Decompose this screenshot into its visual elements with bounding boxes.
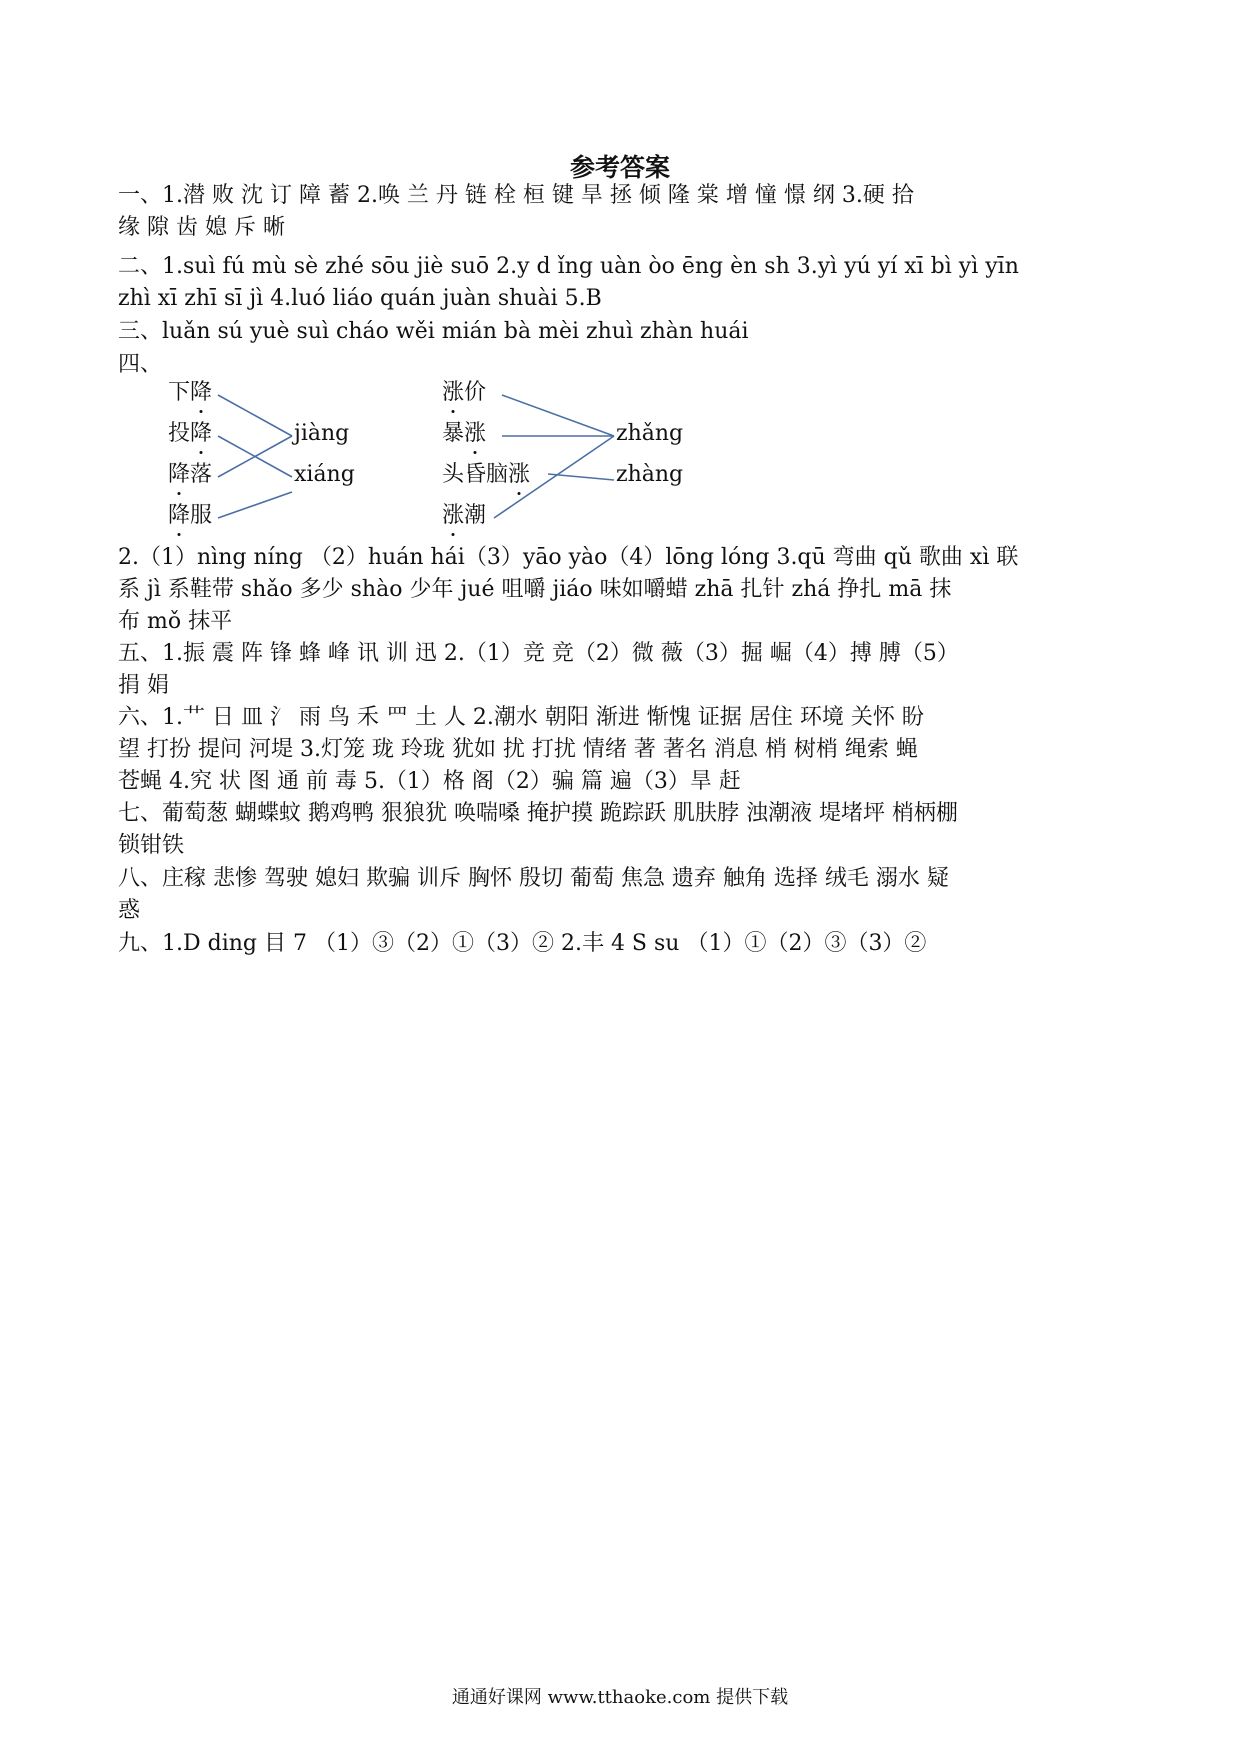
match-left-word-4: 降服 [168,503,213,528]
section-4b-line-2: 系 jì 系鞋带 shǎo 多少 shào 少年 jué 咀嚼 jiáo 味如嚼蜡 zhā 扎针 zhá 挣扎 mā 抹 [118,577,952,602]
match-line-zhangjia [502,395,614,436]
match-right-pinyin-2: zhàng [616,462,684,487]
section-8-line-1: 八、庄稼 悲惨 驾驶 媳妇 欺骗 训斥 胸怀 殷切 葡萄 焦急 遗弃 触角 选择 绒毛 溺水 疑 [118,866,949,891]
match-left-pinyin-1: jiàng [294,421,350,446]
match-line-jiangfu [218,492,292,518]
section-7-line-2: 锁钳铁 [118,833,185,858]
match-left-word-3: 降落 [168,462,213,487]
match-right-word-1: 涨价 [442,380,487,405]
section-8 [118,863,1128,927]
section-5 [118,638,1128,702]
match-right-word-2: 暴涨 [442,421,487,446]
section-4b-line-3: 布 mǒ 抹平 [118,609,233,634]
section-1-line-1: 一、1.潜 败 沈 订 障 蓄 2.唤 兰 丹 链 栓 桓 键 旱 拯 倾 隆 棠 增 憧 憬 纲 3.硬 拾 [118,183,914,208]
match-left-pinyin-2: xiáng [294,462,355,487]
page-title: 参考答案 [569,153,670,182]
section-7-line-1: 七、葡萄葱 蝴蝶蚊 鹅鸡鸭 狠狼犹 唤喘嗓 掩护摸 跪踪跃 肌肤脖 浊潮液 堤堵坪 梢柄棚 [118,801,958,826]
match-left-word-2: 投降 [168,421,213,446]
section-4b [118,542,1128,638]
section-9 [118,928,1128,960]
section-4-label: 四、 [118,352,163,377]
section-4b-line-1: 2.（1）nìng níng （2）huán hái（3）yāo yào（4）lōng lóng 3.qū 弯曲 qǔ 歌曲 xì 联 [118,545,1019,570]
match-right-word-4: 涨潮 [442,503,487,528]
section-6-line-3: 苍蝇 4.究 状 图 通 前 毒 5.（1）格 阁（2）骗 篇 遍（3）旱 赶 [118,769,741,794]
match-right-word-3: 头昏脑涨 [442,462,531,487]
section-6-line-1: 六、1.艹 日 皿 氵 雨 鸟 禾 罒 土 人 2.潮水 朝阳 渐进 惭愧 证据 居住 环境 关怀 盼 [118,705,924,730]
section-6-line-2: 望 打扮 提问 河堤 3.灯笼 珑 玲珑 犹如 扰 打扰 情绪 著 著名 消息 梢 树梢 绳索 蝇 [118,737,918,762]
section-7 [118,798,1128,862]
section-1-line-2: 缘 隙 齿 媳 斥 晰 [118,215,285,240]
footer: 通通好课网 www.tthaoke.com 提供下载 [451,1687,789,1708]
section-5-line-2: 捐 娟 [118,673,169,698]
section-6 [118,702,1128,798]
section-8-line-2: 惑 [118,898,141,923]
match-left-word-1: 下降 [168,380,213,405]
match-right-pinyin-1: zhǎng [616,421,684,446]
section-2-line-1: 二、1.suì fú mù sè zhé sōu jiè suō 2.y d ǐng uàn òo ēng èn sh 3.yì yú yí xī bì yì yīn [118,254,1019,279]
match-line-zhangchao [494,436,614,518]
section-2-line-2: zhì xī zhī sī jì 4.luó liáo quán juàn shuài 5.B [118,286,602,311]
section-5-line-1: 五、1.振 震 阵 锋 蜂 峰 讯 训 迅 2.（1）竞 竞（2）微 薇（3）掘 崛（4）搏 膊（5） [118,641,959,666]
match-line-xiajiang [218,395,292,436]
section-9-line: 九、1.D ding 目 7 （1）③（2）①（3）② 2.丰 4 S su （1）①（2）③（3）② [118,931,927,956]
section-3-line: 三、luǎn sú yuè suì cháo wěi mián bà mèi zhuì zhàn huái [118,319,749,344]
